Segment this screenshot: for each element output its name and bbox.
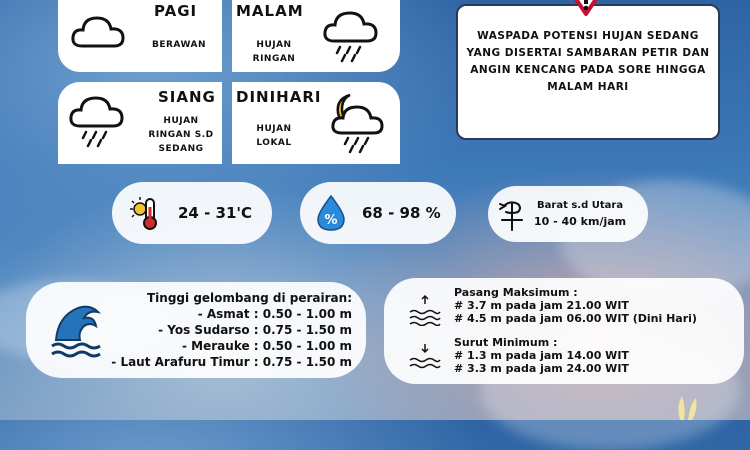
tide-low-title: Surut Minimum : <box>454 336 558 349</box>
tide-high <box>454 286 697 325</box>
wind-speed: 10 - 40 km/jam <box>534 215 627 228</box>
wind-info <box>534 198 626 230</box>
tide-panel <box>384 278 744 384</box>
wave-icon <box>50 296 106 360</box>
period-title: SIANG <box>158 88 216 106</box>
tide-down-icon <box>408 342 442 374</box>
period-desc: HUJAN RINGAN S.D SEDANG <box>148 116 214 154</box>
warning-card <box>456 4 720 140</box>
thermometer-sun-icon <box>126 193 166 233</box>
list-item: - Asmat : 0.50 - 1.00 m <box>197 307 352 321</box>
wave-height-title: Tinggi gelombang di perairan: <box>147 291 352 305</box>
period-card-pagi <box>58 0 222 72</box>
humidity-pill <box>300 182 456 244</box>
warning-text: WASPADA POTENSI HUJAN SEDANG YANG DISERTAI SAMBARAN PETIR DAN ANGIN KENCANG PADA SORE HINGGA MALAM HARI <box>466 30 710 93</box>
period-desc: BERAWAN <box>151 40 207 50</box>
period-desc: HUJAN LOKAL <box>256 124 292 148</box>
moon-rain-cloud-icon <box>316 88 396 158</box>
wind-pill <box>488 186 648 242</box>
list-item: # 4.5 m pada jam 06.00 WIT (Dini Hari) <box>454 312 697 325</box>
warning-triangle-icon <box>556 0 616 16</box>
wave-height-list <box>111 290 352 370</box>
rain-cloud-icon <box>64 88 134 154</box>
list-item: # 3.3 m pada jam 24.00 WIT <box>454 362 629 375</box>
list-item: # 1.3 m pada jam 14.00 WIT <box>454 349 629 362</box>
tide-low <box>454 336 629 375</box>
rain-cloud-icon <box>312 4 394 68</box>
period-card-malam <box>232 0 400 72</box>
period-title: DINIHARI <box>236 88 322 106</box>
decorative-leaf <box>672 392 702 420</box>
period-desc: HUJAN RINGAN <box>252 40 296 64</box>
period-title: PAGI <box>154 2 198 20</box>
period-card-dinihari <box>232 82 400 164</box>
svg-text:%: % <box>324 213 338 228</box>
wave-height-panel <box>26 282 366 378</box>
temperature-value: 24 - 31'C <box>178 204 253 222</box>
tide-up-icon <box>408 294 442 326</box>
period-title: MALAM <box>236 2 304 20</box>
cloud-icon <box>66 4 130 60</box>
humidity-value: 68 - 98 % <box>362 204 441 222</box>
list-item: # 3.7 m pada jam 21.00 WIT <box>454 299 629 312</box>
weathervane-icon <box>496 196 528 232</box>
list-item: - Yos Sudarso : 0.75 - 1.50 m <box>158 323 352 337</box>
tide-high-title: Pasang Maksimum : <box>454 286 578 299</box>
humidity-drop-icon <box>314 193 348 233</box>
temperature-pill <box>112 182 272 244</box>
list-item: - Laut Arafuru Timur : 0.75 - 1.50 m <box>111 355 352 369</box>
list-item: - Merauke : 0.50 - 1.00 m <box>182 339 352 353</box>
period-card-siang <box>58 82 222 164</box>
wind-direction: Barat s.d Utara <box>537 200 624 211</box>
